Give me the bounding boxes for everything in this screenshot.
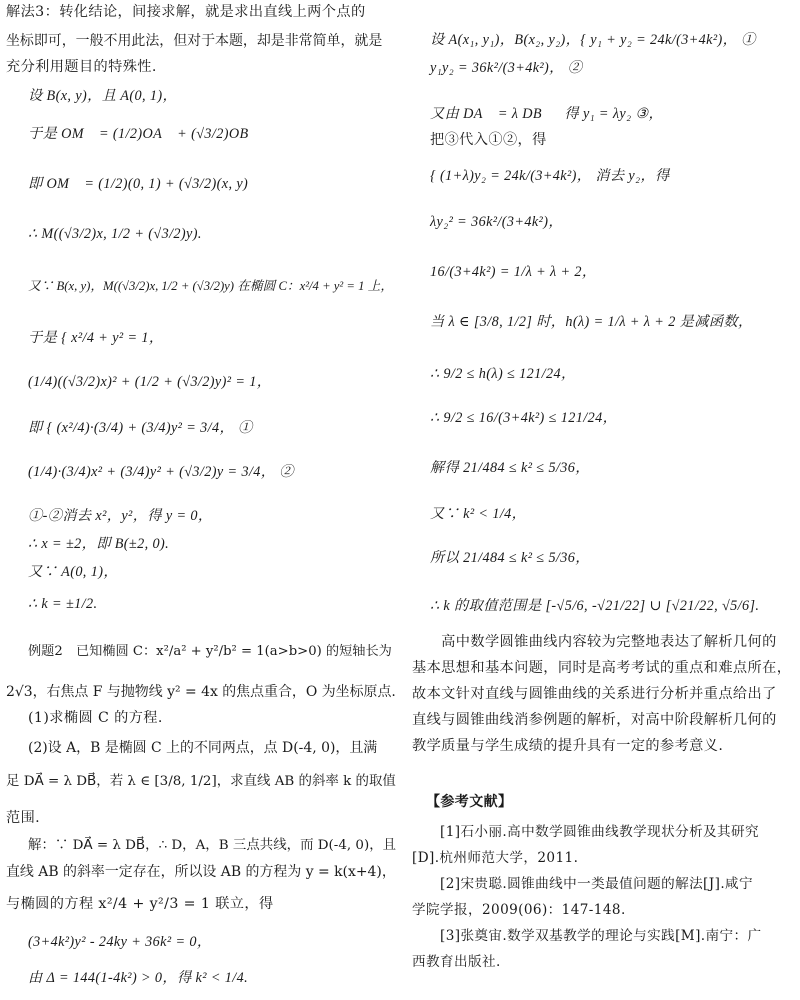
references-heading: 【参考文献】 <box>426 794 513 810</box>
math-line: ∴ k 的取值范围是 [-√5/6, -√21/22] ∪ [√21/22, √5/6]. <box>430 598 760 614</box>
example-2-heading: 例题2 已知椭圆 C：x²/a² + y²/b² = 1(a>b>0) 的短轴长为 <box>28 644 392 659</box>
math-line: 解得 21/484 ≤ k² ≤ 5/36， <box>430 460 590 476</box>
math-line: 于是 { x²/4 + y² = 1， <box>28 330 164 346</box>
math-line: ①-②消去 x²，y²，得 y = 0， <box>28 508 213 524</box>
math-line: 设 A(x₁, y₁)，B(x₂, y₂)，{ y₁ + y₂ = 24k/(3+4k²)， ① <box>430 32 756 48</box>
text-line: 教学质量与学生成绩的提升具有一定的参考意义. <box>412 738 724 754</box>
math-line: (1/4)((√3/2)x)² + (1/2 + (√3/2)y)² = 1， <box>28 374 272 390</box>
math-line: (1/4)·(3/4)x² + (3/4)y² + (√3/2)y = 3/4， ② <box>28 464 294 480</box>
text-line: 坐标即可，一般不用此法，但对于本题，却是非常简单，就是 <box>6 33 383 49</box>
math-line: 由 Δ = 144(1-4k²) > 0，得 k² < 1/4. <box>28 970 249 986</box>
reference-item: [2]宋贵聪.圆锥曲线中一类最值问题的解法[J].咸宁 <box>412 876 754 892</box>
math-line: 又∵ A(0, 1)， <box>28 564 118 580</box>
math-line: ∴ x = ±2，即 B(±2, 0). <box>28 536 170 552</box>
math-line: λy₂² = 36k²/(3+4k²)， <box>430 214 563 230</box>
text-line: 故本文针对直线与圆锥曲线的关系进行分析并重点给出了 <box>412 686 777 702</box>
math-line: ∴ 9/2 ≤ 16/(3+4k²) ≤ 121/24， <box>430 410 618 426</box>
text-line: 2√3，右焦点 F 与抛物线 y² = 4x 的焦点重合，O 为坐标原点. <box>6 684 396 700</box>
reference-item: [D].杭州师范大学，2011. <box>412 850 579 866</box>
math-line: 即 { (x²/4)·(3/4) + (3/4)y² = 3/4， ① <box>28 420 253 436</box>
math-line: { (1+λ)y₂ = 24k/(3+4k²)， 消去 y₂，得 <box>430 168 670 184</box>
math-line: y₁y₂ = 36k²/(3+4k²)， ② <box>430 60 583 76</box>
math-line: 所以 21/484 ≤ k² ≤ 5/36， <box>430 550 590 566</box>
text-line: 把③代入①②，得 <box>430 132 547 148</box>
text-line: (1)求椭圆 C 的方程. <box>28 710 163 726</box>
math-line: 又由 DA⃗ = λ DB⃗，得 y₁ = λy₂ ③， <box>430 106 664 122</box>
text-line: 与椭圆的方程 x²/4 + y²/3 = 1 联立，得 <box>6 896 274 912</box>
text-line: 解法3：转化结论，间接求解，就是求出直线上两个点的 <box>6 4 366 20</box>
reference-item: [1]石小丽.高中数学圆锥曲线教学现状分析及其研究 <box>412 824 760 840</box>
text-line: (2)设 A，B 是椭圆 C 上的不同两点，点 D(-4, 0)，且满 <box>28 740 378 756</box>
text-line: 解：∵ DA⃗ = λ DB⃗，∴ D，A，B 三点共线，而 D(-4, 0)，且 <box>28 838 397 853</box>
math-line: 又∵ B(x, y)，M((√3/2)x, 1/2 + (√3/2)y) 在椭圆 C：x²/4 + y² = 1 上， <box>28 279 394 293</box>
math-line: ∴ 9/2 ≤ h(λ) ≤ 121/24， <box>430 366 576 382</box>
text-line: 基本思想和基本问题，同时是高考考试的重点和难点所在， <box>412 660 792 676</box>
math-line: 于是 OM⃗ = (1/2)OA⃗ + (√3/2)OB⃗， <box>28 126 272 142</box>
math-line: 设 B(x, y)，且 A(0, 1)， <box>28 88 178 104</box>
text-line: 范围. <box>6 810 41 826</box>
math-line: 16/(3+4k²) = 1/λ + λ + 2， <box>430 264 597 280</box>
text-line: 直线 AB 的斜率一定存在，所以设 AB 的方程为 y = k(x+4)， <box>6 864 396 880</box>
math-line: 即 OM⃗ = (1/2)(0, 1) + (√3/2)(x, y)， <box>28 176 260 192</box>
text-line: 足 DA⃗ = λ DB⃗，若 λ ∈ [3/8, 1/2]，求直线 AB 的斜率 k 的取值 <box>6 774 396 789</box>
math-line: ∴ k = ±1/2. <box>28 596 98 612</box>
reference-item: 学院学报，2009(06)：147-148. <box>412 902 626 918</box>
math-line: 当 λ ∈ [3/8, 1/2] 时，h(λ) = 1/λ + λ + 2 是减函数， <box>430 314 753 330</box>
reference-item: 西教育出版社. <box>412 954 501 970</box>
math-line: ∴ M((√3/2)x, 1/2 + (√3/2)y). <box>28 226 202 242</box>
math-line: 又∵ k² < 1/4， <box>430 506 527 522</box>
text-line: 充分利用题目的特殊性. <box>6 59 157 75</box>
reference-item: [3]张奠宙.数学双基教学的理论与实践[M].南宁：广 <box>412 928 762 944</box>
text-line: 直线与圆锥曲线消参例题的解析，对高中阶段解析几何的 <box>412 712 777 728</box>
text-line: 高中数学圆锥曲线内容较为完整地表达了解析几何的 <box>412 634 777 650</box>
math-line: (3+4k²)y² - 24ky + 36k² = 0， <box>28 934 212 950</box>
